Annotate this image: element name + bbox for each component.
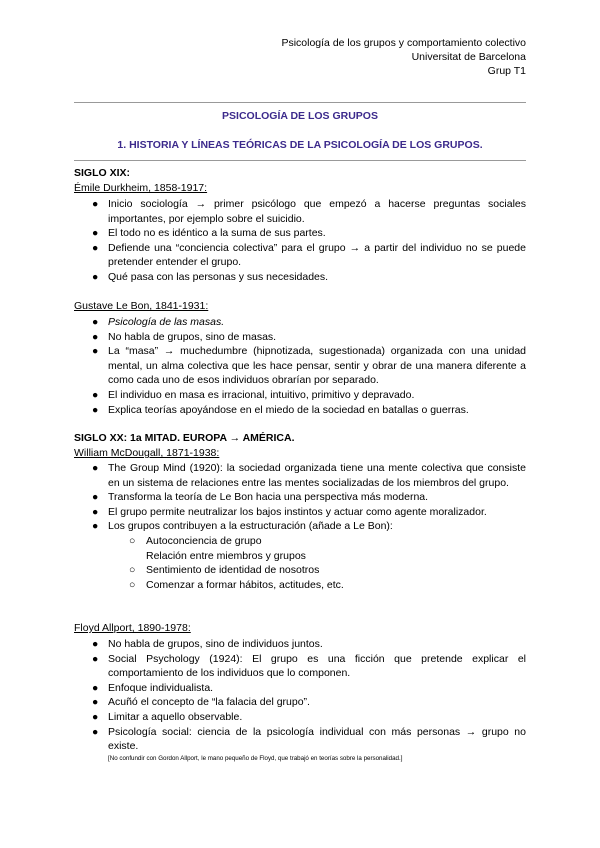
header-group: Grup T1 bbox=[487, 65, 526, 78]
mcdougall-list bbox=[74, 461, 526, 592]
footnote: [No confundir con Gordon Allport, le mano pequeño de Floyd, que trabajó en teorías sobre la personalidad.] bbox=[108, 754, 403, 762]
page-header bbox=[281, 36, 526, 79]
author-durkheim: Émile Durkheim, 1858-1917: bbox=[74, 182, 208, 194]
section-title: 1. HISTORIA Y LÍNEAS TEÓRICAS DE LA PSICOLOGÍA DE LOS GRUPOS. bbox=[117, 139, 483, 151]
siglo-xix-heading: SIGLO XIX: bbox=[74, 167, 131, 179]
bullet-icon: ● bbox=[92, 696, 99, 709]
list-item: ● Psicología social: ciencia de la psicología individual con más personas → grupo no existe. bbox=[92, 725, 526, 753]
bullet-icon: ● bbox=[92, 270, 99, 283]
sub-list-item: Relación entre miembros y grupos bbox=[146, 549, 306, 562]
bullet-icon: ● bbox=[92, 491, 99, 504]
sub-list-item: ○ Sentimiento de identidad de nosotros bbox=[129, 564, 320, 577]
list-item: ● Psicología de las masas. bbox=[92, 316, 225, 328]
list-item: ● El individuo en masa es irracional, intuitivo, primitivo y depravado. bbox=[92, 388, 415, 401]
hollow-bullet-icon: ○ bbox=[129, 564, 136, 577]
bullet-icon: ● bbox=[92, 725, 99, 738]
list-item: ● El todo no es idéntico a la suma de sus partes. bbox=[92, 227, 326, 240]
list-item: ● No habla de grupos, sino de individuos juntos. bbox=[92, 638, 323, 650]
sub-list-item: ○ Autoconciencia de grupo bbox=[129, 534, 262, 547]
lebon-list bbox=[74, 315, 526, 417]
bullet-icon: ● bbox=[92, 330, 99, 343]
bullet-icon: ● bbox=[92, 388, 99, 401]
bullet-icon: ● bbox=[92, 462, 99, 474]
sub-list-item: ○ Comenzar a formar hábitos, actitudes, etc. bbox=[129, 578, 344, 591]
author-mcdougall: William McDougall, 1871-1938: bbox=[74, 447, 220, 459]
list-item: ● Los grupos contribuyen a la estructuración (añade a Le Bon): bbox=[92, 520, 393, 533]
bullet-icon: ● bbox=[92, 681, 99, 694]
list-item: ● Limitar a aquello observable. bbox=[92, 710, 243, 723]
siglo-xx-heading: SIGLO XX: 1a MITAD. EUROPA → AMÉRICA. bbox=[74, 432, 295, 444]
list-item: ● Explica teorías apoyándose en el miedo de la sociedad en batallas o guerras. bbox=[92, 403, 469, 416]
list-item: ● Qué pasa con las personas y sus necesidades. bbox=[92, 270, 329, 283]
author-lebon: Gustave Le Bon, 1841-1931: bbox=[74, 300, 209, 312]
list-item: ● La “masa” → muchedumbre (hipnotizada, sugestionada) organizada con una unidad mental, un alma colectiva que les hace pensar, sentir y obrar de una manera diferente a como cada uno de esos individuos obrarían por separado. bbox=[92, 345, 526, 387]
bullet-icon: ● bbox=[92, 638, 99, 650]
bullet-icon: ● bbox=[92, 316, 99, 328]
allport-list bbox=[74, 637, 526, 763]
author-allport: Floyd Allport, 1890-1978: bbox=[74, 622, 191, 634]
list-item: ● Social Psychology (1924): El grupo es una ficción que pretende explicar el comportamiento de los individuos que lo componen. bbox=[92, 652, 526, 680]
bullet-icon: ● bbox=[92, 710, 99, 723]
list-item: ● No habla de grupos, sino de masas. bbox=[92, 330, 277, 343]
bullet-icon: ● bbox=[92, 345, 99, 358]
hollow-bullet-icon: ○ bbox=[129, 578, 136, 591]
list-item: ● Enfoque individualista. bbox=[92, 681, 214, 694]
bullet-icon: ● bbox=[92, 520, 99, 533]
bullet-icon: ● bbox=[92, 241, 99, 254]
bullet-icon: ● bbox=[92, 652, 99, 665]
list-item: ● Inicio sociología → primer psicólogo que empezó a hacerse preguntas sociales importantes, por ejemplo sobre el suicidio. bbox=[92, 198, 526, 225]
list-item: ● El grupo permite neutralizar los bajos instintos y actuar como agente moralizador. bbox=[92, 505, 487, 518]
bullet-icon: ● bbox=[92, 198, 99, 210]
list-item: ● Acuñó el concepto de “la falacia del grupo”. bbox=[92, 696, 310, 709]
header-university: Universitat de Barcelona bbox=[411, 51, 526, 64]
durkheim-list bbox=[74, 197, 526, 285]
bullet-icon: ● bbox=[92, 227, 99, 240]
list-item: ● Defiende una “conciencia colectiva” para el grupo → a partir del individuo no se puede pretender entender el grupo. bbox=[92, 241, 526, 269]
hollow-bullet-icon: ○ bbox=[129, 534, 136, 547]
header-course: Psicología de los grupos y comportamiento colectivo bbox=[281, 37, 526, 49]
top-rule bbox=[74, 102, 526, 103]
bullet-icon: ● bbox=[92, 403, 99, 416]
bullet-icon: ● bbox=[92, 505, 99, 518]
list-item: ● Transforma la teoría de Le Bon hacia una perspectiva más moderna. bbox=[92, 491, 429, 504]
document-title: PSICOLOGÍA DE LOS GRUPOS bbox=[222, 110, 378, 122]
section-rule bbox=[74, 160, 526, 161]
list-item: ● The Group Mind (1920): la sociedad organizada tiene una mente colectiva que consiste en un sistema de relaciones entre las mentes socializadas de los miembros del grupo. bbox=[92, 462, 526, 489]
